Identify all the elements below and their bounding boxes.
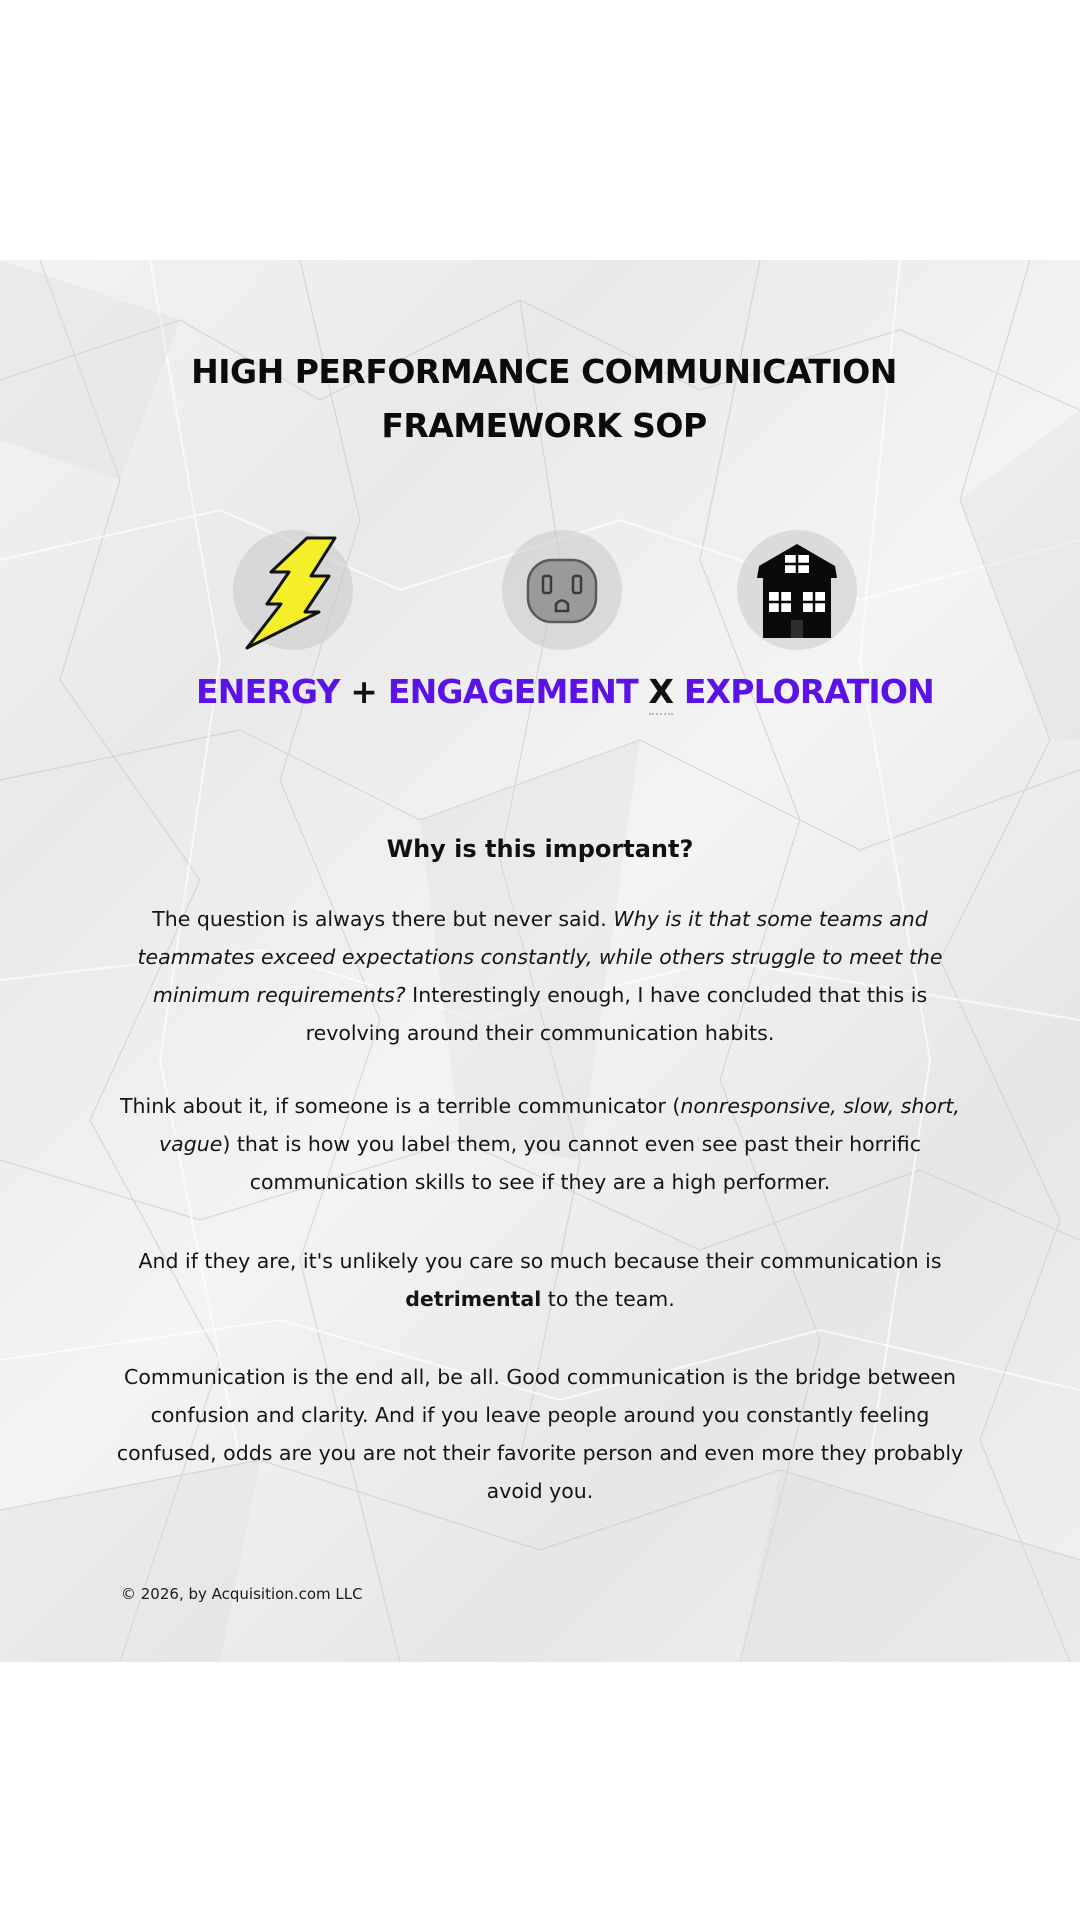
paragraph-1-italic: Why is it that some teams and teammates exceed expectations constantly, while others struggle to meet the minimum requirements? bbox=[137, 907, 943, 1007]
paragraph-1-text-a: The question is always there but never said. bbox=[152, 907, 614, 931]
copyright-footer: © 2026, by Acquisition.com LLC bbox=[121, 1585, 363, 1603]
paragraph-1-text-c: Interestingly enough, I have concluded that this is revolving around their communication habits. bbox=[305, 983, 928, 1045]
paragraph-2 bbox=[110, 1087, 970, 1201]
paragraph-1 bbox=[110, 900, 970, 1052]
paragraph-3-text-a: And if they are, it's unlikely you care so much because their communication is bbox=[138, 1249, 942, 1273]
paragraph-4: Communication is the end all, be all. Good communication is the bridge between confusion and clarity. And if you leave people around you constantly feeling confused, odds are you are not their favorite person and even more they probably avoid you. bbox=[116, 1365, 964, 1503]
paragraph-3-bold: detrimental bbox=[405, 1287, 542, 1311]
title-line-2: FRAMEWORK SOP bbox=[381, 406, 707, 445]
paragraph-2-text-c: ) that is how you label them, you cannot even see past their horrific communication skills to see if they are a high performer. bbox=[222, 1132, 921, 1194]
document-page bbox=[0, 260, 1080, 1662]
formula-term-energy: ENERGY bbox=[196, 672, 340, 711]
title-line-1: HIGH PERFORMANCE COMMUNICATION bbox=[191, 352, 897, 391]
icon-row bbox=[0, 530, 1080, 650]
power-outlet-icon bbox=[502, 530, 622, 650]
house-icon bbox=[737, 530, 857, 650]
lightning-bolt-icon bbox=[233, 530, 353, 650]
formula-term-engagement: ENGAGEMENT bbox=[387, 672, 638, 711]
paragraph-2-italic: nonresponsive, slow, short, vague bbox=[159, 1094, 960, 1156]
paragraph-3 bbox=[110, 1242, 970, 1318]
section-heading: Why is this important? bbox=[386, 835, 694, 863]
formula bbox=[0, 667, 1080, 717]
formula-times: X bbox=[648, 672, 674, 711]
page-title bbox=[0, 345, 1080, 453]
formula-term-exploration: EXPLORATION bbox=[683, 672, 934, 711]
paragraph-2-text-a: Think about it, if someone is a terrible communicator ( bbox=[120, 1094, 681, 1118]
paragraph-3-text-c: to the team. bbox=[541, 1287, 675, 1311]
formula-plus: + bbox=[350, 672, 378, 711]
